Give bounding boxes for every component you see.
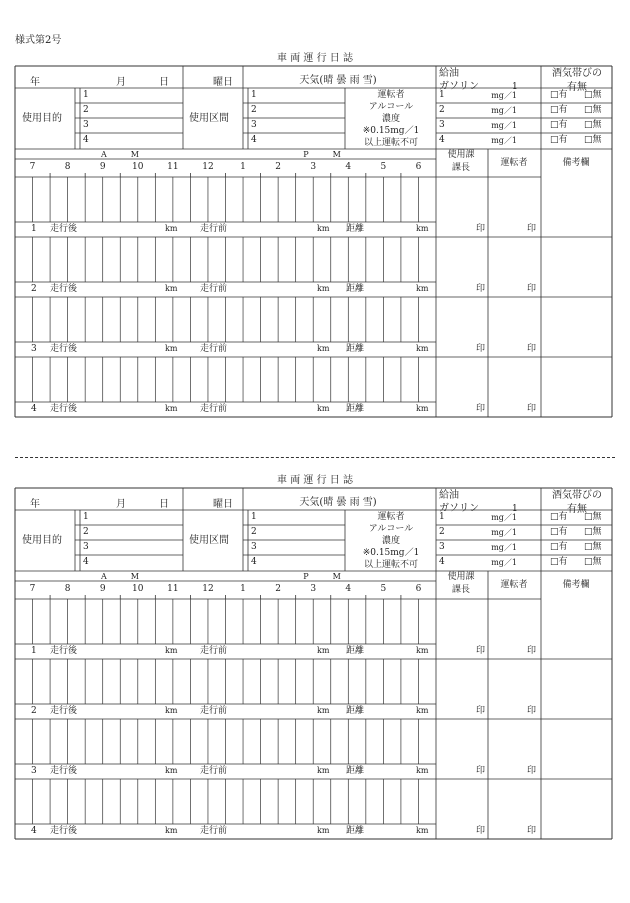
driver-label: 運転者 bbox=[500, 158, 528, 168]
alcohol-no-checkbox: □無 bbox=[584, 512, 602, 522]
hour-label: 2 bbox=[275, 584, 281, 594]
distance-label: 距離 bbox=[346, 284, 365, 294]
fuel-row-number: 2 bbox=[439, 105, 445, 115]
gasoline-label: ガソリン bbox=[439, 503, 479, 514]
km-unit: km bbox=[165, 646, 178, 655]
trip-number: 4 bbox=[31, 404, 37, 414]
hour-label: 9 bbox=[99, 584, 106, 594]
before-label: 走行前 bbox=[200, 344, 228, 354]
hour-label: 4 bbox=[345, 162, 352, 172]
driver-alcohol-line: 濃度 bbox=[381, 114, 401, 124]
purpose-row-number: 2 bbox=[83, 105, 89, 115]
fuel-row-number: 4 bbox=[439, 135, 445, 145]
driver-alcohol-line: ※0.15mg／1 bbox=[362, 548, 420, 558]
section-row-number: 3 bbox=[251, 542, 257, 552]
alcohol-heading-2: 有無 bbox=[567, 504, 587, 515]
am-label: A M bbox=[101, 572, 139, 581]
chief-label-1: 使用課 bbox=[447, 150, 475, 160]
hour-label: 2 bbox=[275, 162, 281, 172]
driver-seal: 印 bbox=[527, 766, 537, 776]
chief-seal: 印 bbox=[476, 404, 486, 414]
after-label: 走行後 bbox=[50, 284, 78, 294]
km-unit: km bbox=[317, 344, 330, 353]
alcohol-yes-checkbox: □有 bbox=[550, 120, 568, 130]
trip-number: 2 bbox=[31, 284, 37, 294]
chief-seal: 印 bbox=[476, 344, 486, 354]
chief-seal: 印 bbox=[476, 224, 486, 234]
after-label: 走行後 bbox=[50, 404, 78, 414]
hour-label: 4 bbox=[345, 584, 352, 594]
after-label: 走行後 bbox=[50, 826, 78, 836]
alcohol-no-checkbox: □無 bbox=[584, 90, 602, 100]
gasoline-unit: 1 bbox=[512, 504, 518, 514]
trip-number: 1 bbox=[31, 224, 37, 234]
alcohol-heading: 酒気帯びの bbox=[552, 68, 602, 79]
mg-unit: mg／1 bbox=[491, 513, 517, 522]
section-row-number: 1 bbox=[251, 512, 257, 522]
driver-alcohol-line: アルコール bbox=[368, 524, 414, 534]
alcohol-no-checkbox: □無 bbox=[584, 557, 602, 567]
driver-alcohol-line: 濃度 bbox=[381, 536, 401, 546]
hour-label: 5 bbox=[380, 162, 387, 172]
driver-alcohol-line: 以上運転不可 bbox=[363, 560, 419, 570]
hour-label: 12 bbox=[202, 162, 214, 172]
km-unit: km bbox=[416, 646, 429, 655]
driver-seal: 印 bbox=[527, 706, 537, 716]
km-unit: km bbox=[317, 646, 330, 655]
purpose-label: 使用目的 bbox=[22, 534, 62, 546]
section-row-number: 1 bbox=[251, 90, 257, 100]
fuel-label: 給油 bbox=[439, 490, 459, 501]
section-label: 使用区間 bbox=[189, 112, 229, 124]
driver-seal: 印 bbox=[527, 404, 537, 414]
km-unit: km bbox=[317, 224, 330, 233]
alcohol-yes-checkbox: □有 bbox=[550, 105, 568, 115]
before-label: 走行前 bbox=[200, 826, 228, 836]
purpose-row-number: 4 bbox=[83, 557, 89, 567]
km-unit: km bbox=[317, 766, 330, 775]
chief-label-2: 課長 bbox=[451, 585, 471, 595]
weather-label: 天気(晴 曇 雨 雪) bbox=[299, 497, 377, 508]
km-unit: km bbox=[165, 706, 178, 715]
before-label: 走行前 bbox=[200, 404, 228, 414]
alcohol-no-checkbox: □無 bbox=[584, 542, 602, 552]
form-title: 車 両 運 行 日 誌 bbox=[277, 475, 353, 486]
km-unit: km bbox=[317, 826, 330, 835]
alcohol-yes-checkbox: □有 bbox=[550, 90, 568, 100]
driver-alcohol-line: 以上運転不可 bbox=[363, 138, 419, 148]
before-label: 走行前 bbox=[200, 766, 228, 776]
before-label: 走行前 bbox=[200, 646, 228, 656]
km-unit: km bbox=[165, 766, 178, 775]
km-unit: km bbox=[317, 706, 330, 715]
year-label: 年 bbox=[30, 499, 40, 510]
alcohol-no-checkbox: □無 bbox=[584, 120, 602, 130]
before-label: 走行前 bbox=[200, 706, 228, 716]
driver-alcohol-line: ※0.15mg／1 bbox=[362, 126, 420, 136]
fuel-label: 給油 bbox=[439, 68, 459, 79]
hour-label: 12 bbox=[202, 584, 214, 594]
km-unit: km bbox=[416, 284, 429, 293]
hour-label: 5 bbox=[380, 584, 387, 594]
driver-alcohol-line: アルコール bbox=[368, 102, 414, 112]
after-label: 走行後 bbox=[50, 646, 78, 656]
month-label: 月 bbox=[116, 77, 126, 88]
purpose-row-number: 1 bbox=[83, 90, 89, 100]
mg-unit: mg／1 bbox=[491, 136, 517, 145]
driver-seal: 印 bbox=[527, 224, 537, 234]
distance-label: 距離 bbox=[346, 706, 365, 716]
driver-seal: 印 bbox=[527, 646, 537, 656]
km-unit: km bbox=[416, 404, 429, 413]
chief-seal: 印 bbox=[476, 284, 486, 294]
pm-label: P M bbox=[303, 572, 341, 581]
km-unit: km bbox=[165, 344, 178, 353]
trip-number: 4 bbox=[31, 826, 37, 836]
before-label: 走行前 bbox=[200, 284, 228, 294]
km-unit: km bbox=[165, 284, 178, 293]
purpose-row-number: 2 bbox=[83, 527, 89, 537]
after-label: 走行後 bbox=[50, 224, 78, 234]
section-row-number: 2 bbox=[251, 105, 257, 115]
trip-number: 3 bbox=[31, 766, 37, 776]
alcohol-yes-checkbox: □有 bbox=[550, 542, 568, 552]
cut-line bbox=[15, 457, 615, 458]
distance-label: 距離 bbox=[346, 766, 365, 776]
hour-label: 11 bbox=[167, 584, 179, 594]
driver-seal: 印 bbox=[527, 284, 537, 294]
hour-label: 8 bbox=[64, 584, 71, 594]
fuel-row-number: 1 bbox=[439, 512, 445, 522]
distance-label: 距離 bbox=[346, 646, 365, 656]
month-label: 月 bbox=[116, 499, 126, 510]
day-label: 日 bbox=[159, 499, 169, 510]
purpose-row-number: 3 bbox=[83, 542, 89, 552]
driver-seal: 印 bbox=[527, 344, 537, 354]
mg-unit: mg／1 bbox=[491, 121, 517, 130]
hour-label: 1 bbox=[240, 162, 246, 172]
alcohol-yes-checkbox: □有 bbox=[550, 527, 568, 537]
km-unit: km bbox=[416, 344, 429, 353]
trip-number: 3 bbox=[31, 344, 37, 354]
remarks-label: 備考欄 bbox=[562, 158, 590, 168]
section-row-number: 4 bbox=[251, 135, 257, 145]
hour-label: 10 bbox=[132, 584, 144, 594]
distance-label: 距離 bbox=[346, 826, 365, 836]
mg-unit: mg／1 bbox=[491, 91, 517, 100]
section-row-number: 4 bbox=[251, 557, 257, 567]
purpose-label: 使用目的 bbox=[22, 112, 62, 124]
hour-label: 7 bbox=[29, 162, 36, 172]
gasoline-label: ガソリン bbox=[439, 81, 479, 92]
gasoline-unit: 1 bbox=[512, 82, 518, 92]
km-unit: km bbox=[416, 826, 429, 835]
driver-alcohol-line: 運転者 bbox=[377, 512, 405, 522]
weather-label: 天気(晴 曇 雨 雪) bbox=[299, 75, 377, 86]
km-unit: km bbox=[416, 766, 429, 775]
hour-label: 6 bbox=[415, 584, 422, 594]
purpose-row-number: 1 bbox=[83, 512, 89, 522]
mg-unit: mg／1 bbox=[491, 543, 517, 552]
chief-seal: 印 bbox=[476, 766, 486, 776]
after-label: 走行後 bbox=[50, 344, 78, 354]
hour-label: 8 bbox=[64, 162, 71, 172]
alcohol-yes-checkbox: □有 bbox=[550, 135, 568, 145]
remarks-label: 備考欄 bbox=[562, 580, 590, 590]
hour-label: 10 bbox=[132, 162, 144, 172]
alcohol-heading: 酒気帯びの bbox=[552, 490, 602, 501]
am-label: A M bbox=[101, 150, 139, 159]
mg-unit: mg／1 bbox=[491, 558, 517, 567]
distance-label: 距離 bbox=[346, 224, 365, 234]
hour-label: 3 bbox=[310, 162, 317, 172]
after-label: 走行後 bbox=[50, 706, 78, 716]
chief-seal: 印 bbox=[476, 646, 486, 656]
km-unit: km bbox=[416, 706, 429, 715]
chief-label-1: 使用課 bbox=[447, 572, 475, 582]
hour-label: 1 bbox=[240, 584, 246, 594]
driver-label: 運転者 bbox=[500, 580, 528, 590]
fuel-row-number: 4 bbox=[439, 557, 445, 567]
purpose-row-number: 3 bbox=[83, 120, 89, 130]
distance-label: 距離 bbox=[346, 344, 365, 354]
chief-seal: 印 bbox=[476, 706, 486, 716]
form-title: 車 両 運 行 日 誌 bbox=[277, 53, 353, 64]
weekday-label: 曜日 bbox=[213, 499, 233, 510]
driver-seal: 印 bbox=[527, 826, 537, 836]
alcohol-no-checkbox: □無 bbox=[584, 135, 602, 145]
after-label: 走行後 bbox=[50, 766, 78, 776]
form-number: 様式第2号 bbox=[15, 35, 62, 46]
km-unit: km bbox=[416, 224, 429, 233]
alcohol-no-checkbox: □無 bbox=[584, 527, 602, 537]
section-label: 使用区間 bbox=[189, 534, 229, 546]
hour-label: 9 bbox=[99, 162, 106, 172]
fuel-row-number: 2 bbox=[439, 527, 445, 537]
fuel-row-number: 1 bbox=[439, 90, 445, 100]
trip-number: 1 bbox=[31, 646, 37, 656]
trip-number: 2 bbox=[31, 706, 37, 716]
section-row-number: 2 bbox=[251, 527, 257, 537]
km-unit: km bbox=[317, 284, 330, 293]
alcohol-heading-2: 有無 bbox=[567, 82, 587, 93]
year-label: 年 bbox=[30, 77, 40, 88]
distance-label: 距離 bbox=[346, 404, 365, 414]
alcohol-no-checkbox: □無 bbox=[584, 105, 602, 115]
hour-label: 3 bbox=[310, 584, 317, 594]
weekday-label: 曜日 bbox=[213, 77, 233, 88]
km-unit: km bbox=[317, 404, 330, 413]
alcohol-yes-checkbox: □有 bbox=[550, 557, 568, 567]
driver-alcohol-line: 運転者 bbox=[377, 90, 405, 100]
mg-unit: mg／1 bbox=[491, 106, 517, 115]
day-label: 日 bbox=[159, 77, 169, 88]
chief-seal: 印 bbox=[476, 826, 486, 836]
hour-label: 11 bbox=[167, 162, 179, 172]
mg-unit: mg／1 bbox=[491, 528, 517, 537]
km-unit: km bbox=[165, 826, 178, 835]
fuel-row-number: 3 bbox=[439, 542, 445, 552]
km-unit: km bbox=[165, 404, 178, 413]
chief-label-2: 課長 bbox=[451, 163, 471, 173]
alcohol-yes-checkbox: □有 bbox=[550, 512, 568, 522]
before-label: 走行前 bbox=[200, 224, 228, 234]
hour-label: 7 bbox=[29, 584, 36, 594]
purpose-row-number: 4 bbox=[83, 135, 89, 145]
section-row-number: 3 bbox=[251, 120, 257, 130]
hour-label: 6 bbox=[415, 162, 422, 172]
km-unit: km bbox=[165, 224, 178, 233]
fuel-row-number: 3 bbox=[439, 120, 445, 130]
pm-label: P M bbox=[303, 150, 341, 159]
